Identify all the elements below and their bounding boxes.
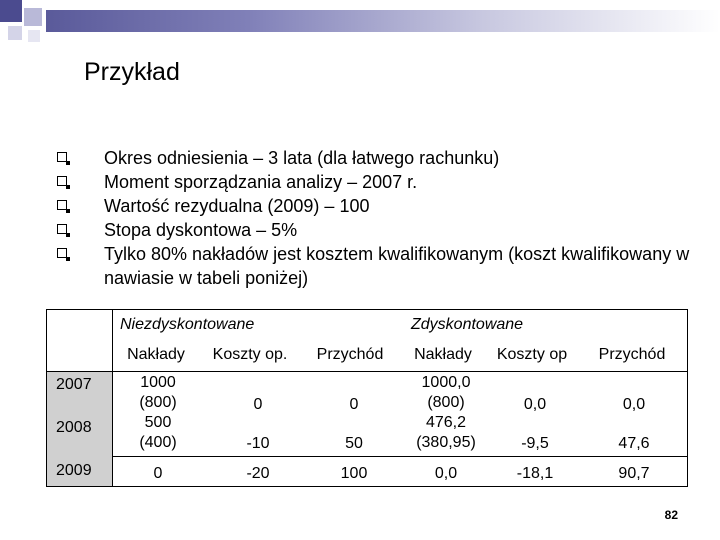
table-cell: 0: [153, 465, 163, 482]
col-header: Koszty op.: [212, 346, 288, 363]
bullet-item: [57, 218, 697, 242]
table-cell: 100: [340, 465, 368, 482]
table-cell: 1000,0: [421, 374, 471, 391]
bullet-text: Moment sporządzania analizy – 2007 r.: [104, 172, 418, 192]
bullet-item: [57, 146, 697, 170]
table-cell: (380,95): [416, 434, 476, 451]
table-cell: (400): [139, 434, 177, 451]
table-cell: -9,5: [521, 435, 549, 452]
group-header-discounted: Zdyskontowane: [411, 316, 524, 333]
decorative-square: [0, 0, 22, 22]
table-cell: 0: [253, 396, 263, 413]
checkbox-bullet-icon: [57, 200, 67, 210]
table-cell: -18,1: [516, 465, 554, 482]
bullet-text: Okres odniesienia – 3 lata (dla łatwego rachunku): [104, 148, 500, 168]
checkbox-bullet-icon: [57, 152, 67, 162]
table-cell: (800): [427, 394, 465, 411]
table-cell: 0,0: [523, 396, 547, 413]
table-cell: 1000: [140, 374, 176, 391]
checkbox-bullet-icon: [57, 224, 67, 234]
bullet-item: [57, 242, 697, 290]
col-header: Przychód: [316, 346, 384, 363]
table-cell: (800): [139, 394, 177, 411]
table-cell: -10: [246, 435, 270, 452]
group-header-undiscounted: Niezdyskontowane: [120, 316, 255, 333]
bullet-item: [57, 194, 697, 218]
year-label: 2008: [56, 419, 92, 436]
bullet-list: [57, 146, 697, 290]
slide-title: Przykład: [84, 58, 180, 86]
table-cell: 0: [349, 396, 359, 413]
table-cell: 50: [345, 435, 363, 452]
checkbox-bullet-icon: [57, 248, 67, 258]
table-cell: 476,2: [425, 414, 467, 431]
page-number: 82: [664, 508, 678, 522]
bullet-item: [57, 170, 697, 194]
bullet-text: Stopa dyskontowa – 5%: [104, 220, 298, 240]
col-header: Przychód: [598, 346, 666, 363]
bullet-text: Wartość rezydualna (2009) – 100: [104, 196, 370, 216]
bullet-text: Tylko 80% nakładów jest kosztem kwalifikowanym (koszt kwalifikowany w nawiasie w tabeli poniżej): [104, 244, 690, 288]
table-cell: -20: [246, 465, 270, 482]
table-cell: 500: [144, 414, 172, 431]
year-label: 2009: [56, 462, 92, 479]
decorative-square: [28, 30, 40, 42]
col-header: Nakłady: [127, 346, 185, 363]
col-header: Nakłady: [414, 346, 472, 363]
year-label: 2007: [56, 376, 92, 393]
decorative-square: [24, 8, 42, 26]
table-cell: 47,6: [618, 435, 650, 452]
header-band: [46, 10, 720, 32]
table-cell: 90,7: [618, 465, 650, 482]
checkbox-bullet-icon: [57, 176, 67, 186]
col-header: Koszty op: [496, 346, 568, 363]
table-cell: 0,0: [434, 465, 458, 482]
table-cell: 0,0: [622, 396, 646, 413]
decorative-square: [8, 26, 22, 40]
